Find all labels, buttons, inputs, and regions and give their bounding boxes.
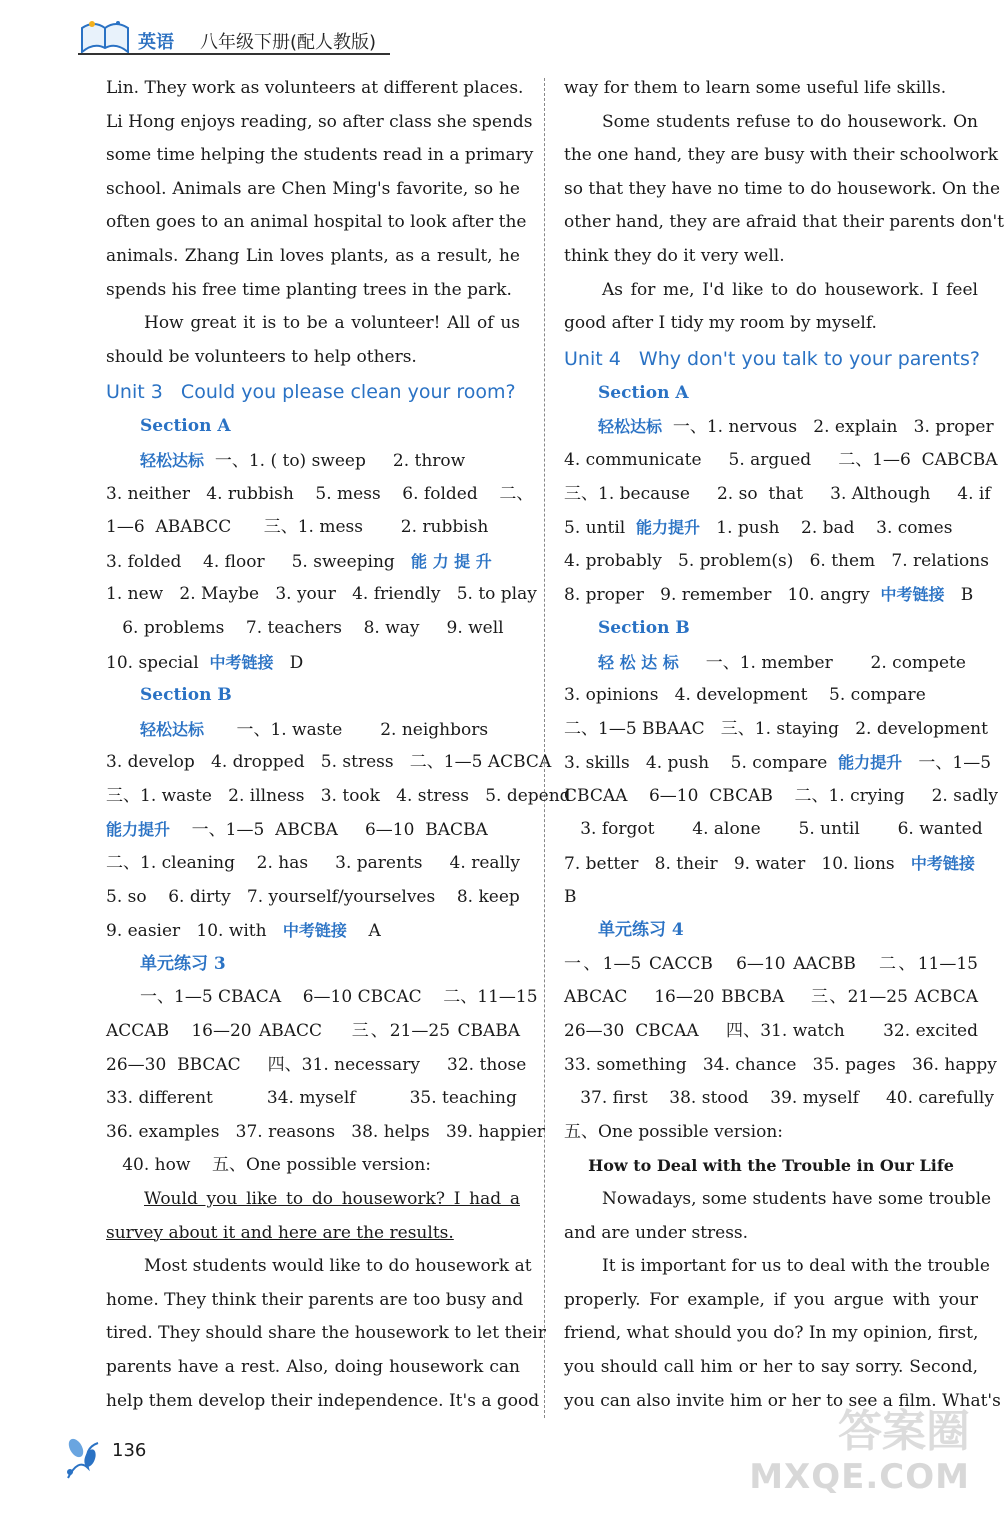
line-text: D — [273, 652, 304, 673]
line-text: 一、1—5 CBACA 6—10 CBCAC 二、11—15 — [140, 987, 538, 1008]
line-text: Would you like to do housework? I had a — [144, 1189, 520, 1209]
line-text: you should call him or her to say sorry. Second, — [564, 1356, 978, 1377]
right-line — [564, 1351, 978, 1385]
line-text: 36. examples 37. reasons 38. helps 39. happier — [106, 1121, 545, 1142]
line-text: 33. something 34. chance 35. pages 36. happy — [564, 1054, 997, 1075]
line-text: often goes to an animal hospital to look after the — [106, 212, 527, 233]
left-line — [106, 1049, 527, 1083]
line-text: Section A — [140, 416, 231, 437]
right-line — [564, 139, 999, 173]
left-line — [106, 1149, 520, 1183]
right-line — [564, 1183, 992, 1217]
section-tag: 轻松达标 — [598, 417, 663, 437]
section-tag: 轻松达标 — [140, 450, 205, 470]
column-divider — [544, 78, 545, 1418]
line-text: It is important for us to deal with the trouble — [602, 1256, 990, 1277]
right-line — [564, 307, 978, 341]
line-text: 8. proper 9. remember 10. angry — [564, 585, 881, 606]
left-line — [106, 173, 520, 207]
left-line — [106, 981, 538, 1015]
line-text: 一、1. ( to) sweep 2. throw — [204, 450, 466, 471]
line-text: you can also invite him or her to see a film. What's — [564, 1390, 1001, 1411]
line-text: animals. Zhang Lin loves plants, as a result, he — [106, 245, 520, 266]
left-line — [106, 206, 527, 240]
line-text: help them develop their independence. It's a good — [106, 1390, 540, 1411]
left-line — [106, 106, 533, 140]
left-line — [106, 72, 524, 106]
left-line — [106, 746, 552, 780]
line-text: way for them to learn some useful life skills. — [564, 78, 947, 98]
line-text: some time helping the students read in a primary — [106, 145, 534, 166]
line-text: the one hand, they are busy with their schoolwork — [564, 145, 999, 166]
book-logo-icon — [78, 18, 132, 58]
left-line — [106, 578, 537, 612]
left-line — [106, 240, 520, 274]
right-line — [564, 1317, 978, 1351]
line-text: Lin. They work as volunteers at different places. — [106, 78, 524, 98]
right-line — [564, 240, 978, 274]
line-text: parents have a rest. Also, doing housework can — [106, 1356, 520, 1377]
line-text: 26—30 CBCAA 四、31. watch 32. excited — [564, 1021, 978, 1042]
right-line — [564, 545, 989, 579]
line-text: 5. so 6. dirty 7. yourself/yourselves 8. keep — [106, 886, 520, 907]
right-line — [564, 1149, 978, 1183]
line-text: should be volunteers to help others. — [106, 346, 417, 367]
line-text: 3. forgot 4. alone 5. until 6. wanted — [564, 819, 983, 840]
line-text: 5. until — [564, 518, 637, 539]
line-text: How to Deal with the Trouble in Our Life — [588, 1156, 954, 1176]
line-text: 一、1—5 CACCB 6—10 AACBB 二、11—15 — [564, 953, 978, 974]
left-line — [106, 679, 520, 713]
line-text: Section A — [598, 382, 689, 403]
right-line — [564, 1284, 978, 1318]
right-line — [564, 981, 978, 1015]
line-text: 40. how 五、One possible version: — [106, 1155, 432, 1176]
right-line — [564, 1015, 978, 1049]
line-text: 7. better 8. their 9. water 10. lions — [564, 854, 911, 875]
line-text: Some students refuse to do housework. On — [602, 111, 978, 132]
section-tag: 中考链接 — [880, 585, 945, 605]
right-line — [564, 679, 978, 713]
left-line — [106, 307, 520, 341]
line-text: Most students would like to do housework at — [144, 1256, 532, 1277]
left-column — [106, 72, 571, 1418]
header-rule — [78, 53, 390, 55]
right-line — [564, 578, 978, 612]
watermark-brand: 答案圈 — [838, 1406, 970, 1457]
line-text: Unit 4 Why don't you talk to your parents? — [564, 347, 980, 370]
line-text: B — [564, 886, 577, 907]
right-line — [564, 780, 999, 814]
right-line — [564, 1116, 978, 1150]
left-line — [106, 545, 520, 579]
section-tag: 轻松达标 — [140, 719, 205, 739]
left-line — [106, 478, 534, 512]
section-tag: 轻 松 达 标 — [598, 652, 679, 672]
line-text: 1—6 ABABCC 三、1. mess 2. rubbish — [106, 517, 489, 538]
right-line — [564, 377, 978, 411]
line-text: 一、1. nervous 2. explain 3. proper — [662, 417, 994, 438]
left-line — [106, 139, 534, 173]
right-line — [564, 274, 978, 308]
section-tag: 中考链接 — [910, 854, 975, 874]
line-text: 三、1. waste 2. illness 3. took 4. stress 5. depend — [106, 785, 571, 806]
line-text: good after I tidy my room by myself. — [564, 313, 877, 334]
line-text: 一、1—5 — [902, 753, 992, 774]
line-text: so that they have no time to do housework. On the — [564, 178, 1001, 199]
line-text: 3. neither 4. rubbish 5. mess 6. folded 二、 — [106, 483, 534, 504]
left-line — [106, 511, 520, 545]
line-text: Section B — [140, 685, 232, 706]
right-line — [564, 612, 978, 646]
right-line — [564, 813, 983, 847]
left-line — [106, 612, 520, 646]
left-line — [106, 847, 520, 881]
right-line — [564, 173, 1001, 207]
left-line — [106, 1116, 545, 1150]
line-text: 3. skills 4. push 5. compare — [564, 753, 839, 774]
line-text: 三、1. because 2. so that 3. Although 4. if — [564, 483, 991, 504]
left-line — [106, 341, 520, 375]
right-line — [564, 72, 978, 106]
line-text: A — [346, 921, 381, 942]
line-text: 单元练习 3 — [140, 953, 226, 974]
line-text: think they do it very well. — [564, 245, 785, 266]
right-line — [564, 341, 978, 377]
line-text: 单元练习 4 — [598, 920, 684, 941]
line-text: 9. easier 10. with — [106, 921, 283, 942]
right-line — [564, 914, 978, 948]
line-text: friend, what should you do? In my opinion, first, — [564, 1323, 979, 1344]
line-text: Section B — [598, 617, 690, 638]
right-line — [564, 1082, 994, 1116]
line-text: school. Animals are Chen Ming's favorite, so he — [106, 178, 520, 199]
left-line — [106, 1217, 520, 1251]
line-text: spends his free time planting trees in the park. — [106, 279, 512, 300]
left-line — [106, 374, 520, 410]
page-number: 136 — [112, 1440, 147, 1461]
right-line — [564, 478, 991, 512]
section-tag: 能力提升 — [636, 518, 701, 538]
right-column — [564, 72, 1004, 1418]
line-text: Li Hong enjoys reading, so after class she spends — [106, 111, 533, 132]
line-text: 1. push 2. bad 3. comes — [700, 518, 953, 539]
left-line — [106, 813, 520, 847]
right-line — [564, 1217, 978, 1251]
right-line — [564, 511, 978, 545]
line-text: 1. new 2. Maybe 3. your 4. friendly 5. to play — [106, 584, 537, 605]
line-text: 二、1—5 BBAAC 三、1. staying 2. development — [564, 718, 988, 739]
subject-label: 英语 — [138, 32, 174, 53]
line-text: CBCAA 6—10 CBCAB 二、1. crying 2. sadly — [564, 785, 999, 806]
right-line — [564, 746, 992, 780]
left-line — [106, 410, 520, 444]
right-line — [564, 1049, 997, 1083]
line-text: 10. special — [106, 652, 210, 673]
left-line — [106, 444, 520, 478]
line-text: 4. communicate 5. argued 二、1—6 CABCBA — [564, 449, 998, 470]
left-line — [106, 914, 520, 948]
right-line — [564, 881, 978, 915]
line-text: survey about it and here are the results. — [106, 1222, 454, 1243]
line-text: 一、1. member 2. compete — [678, 652, 966, 673]
book-title: 八年级下册(配人教版) — [200, 32, 377, 53]
line-text: other hand, they are afraid that their parents don't — [564, 212, 1004, 233]
line-text: 3. folded 4. floor 5. sweeping — [106, 551, 411, 572]
left-line — [106, 780, 571, 814]
line-text: ABCAC 16—20 BBCBA 三、21—25 ACBCA — [564, 987, 978, 1008]
line-text: home. They think their parents are too busy and — [106, 1289, 524, 1310]
right-line — [564, 410, 994, 444]
right-line — [564, 847, 978, 881]
line-text: 一、1. waste 2. neighbors — [204, 719, 489, 740]
line-text: 6. problems 7. teachers 8. way 9. well — [106, 617, 504, 638]
left-line — [106, 713, 520, 747]
line-text: 33. different 34. myself 35. teaching — [106, 1088, 517, 1109]
flower-decoration-icon — [58, 1428, 118, 1488]
right-line — [564, 1250, 990, 1284]
section-tag: 能力提升 — [838, 753, 903, 773]
line-text: B — [944, 585, 974, 606]
left-line — [106, 1351, 520, 1385]
line-text: properly. For example, if you argue with your — [564, 1289, 978, 1310]
section-tag: 能力提升 — [106, 820, 171, 840]
left-line — [106, 948, 520, 982]
line-text: ACCAB 16—20 ABACC 三、21—25 CBABA — [106, 1021, 520, 1042]
left-line — [106, 881, 520, 915]
watermark-site: MXQE.COM — [749, 1457, 970, 1497]
line-text: 3. opinions 4. development 5. compare — [564, 685, 926, 706]
left-line — [106, 646, 520, 680]
right-line — [564, 444, 998, 478]
line-text: As for me, I'd like to do housework. I feel — [602, 279, 978, 300]
left-line — [106, 274, 520, 308]
line-text: 二、1. cleaning 2. has 3. parents 4. really — [106, 853, 520, 874]
left-line — [106, 1250, 532, 1284]
section-tag: 中考链接 — [209, 652, 274, 672]
line-text: and are under stress. — [564, 1222, 749, 1243]
right-line — [564, 948, 978, 982]
line-text: How great it is to be a volunteer! All of us — [144, 313, 520, 334]
section-tag: 中考链接 — [282, 921, 347, 941]
right-line — [564, 106, 978, 140]
line-text: 26—30 BBCAC 四、31. necessary 32. those — [106, 1054, 527, 1075]
line-text: 37. first 38. stood 39. myself 40. carefully — [564, 1088, 994, 1109]
left-line — [106, 1317, 546, 1351]
left-line — [106, 1082, 520, 1116]
left-line — [106, 1385, 540, 1419]
line-text: 4. probably 5. problem(s) 6. them 7. relations — [564, 550, 989, 571]
right-line — [564, 206, 1004, 240]
right-line — [564, 646, 978, 680]
left-line — [106, 1284, 524, 1318]
line-text: tired. They should share the housework to let their — [106, 1323, 546, 1344]
line-text: Unit 3 Could you please clean your room? — [106, 381, 516, 404]
line-text: 五、One possible version: — [564, 1121, 783, 1142]
line-text: 一、1—5 ABCBA 6—10 BACBA — [170, 820, 488, 841]
line-text: 3. develop 4. dropped 5. stress 二、1—5 ACBCA — [106, 752, 552, 773]
section-tag: 能 力 提 升 — [411, 551, 492, 571]
right-line — [564, 713, 988, 747]
left-line — [106, 1183, 520, 1217]
left-line — [106, 1015, 520, 1049]
line-text: Nowadays, some students have some trouble — [602, 1189, 992, 1209]
